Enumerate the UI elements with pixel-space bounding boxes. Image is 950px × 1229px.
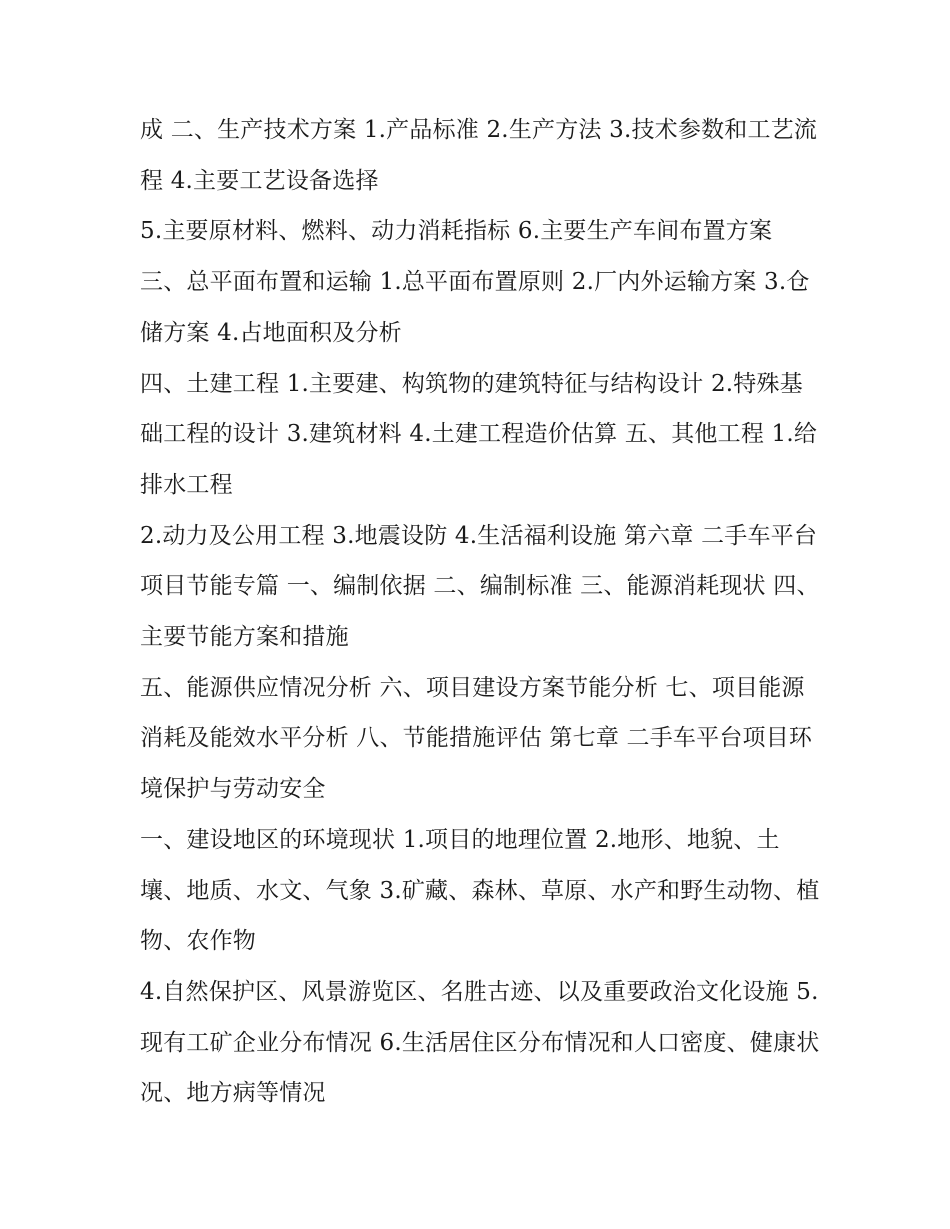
- paragraph-5: 五、能源供应情况分析 六、项目建设方案节能分析 七、项目能源消耗及能效水平分析 八、节能措施评估 第七章 二手车平台项目环境保护与劳动安全: [140, 674, 813, 803]
- document-body: [140, 105, 820, 1119]
- paragraph-6: 一、建设地区的环境现状 1.项目的地理位置 2.地形、地貌、土壤、地质、水文、气象 3.矿藏、森林、草原、水产和野生动物、植物、农作物: [140, 826, 820, 955]
- paragraph-1: 成 二、生产技术方案 1.产品标准 2.生产方法 3.技术参数和工艺流程 4.主要工艺设备选择: [140, 117, 818, 194]
- paragraph-2: 5.主要原材料、燃料、动力消耗指标 6.主要生产车间布置方案 三、总平面布置和运输 1.总平面布置原则 2.厂内外运输方案 3.仓储方案 4.占地面积及分析: [140, 218, 810, 346]
- paragraph-7: 4.自然保护区、风景游览区、名胜古迹、以及重要政治文化设施 5.现有工矿企业分布情况 6.生活居住区分布情况和人口密度、健康状况、地方病等情况: [140, 978, 820, 1107]
- paragraph-3: 四、土建工程 1.主要建、构筑物的建筑特征与结构设计 2.特殊基础工程的设计 3.建筑材料 4.土建工程造价估算 五、其他工程 1.给排水工程: [140, 370, 818, 498]
- paragraph-4: 2.动力及公用工程 3.地震设防 4.生活福利设施 第六章 二手车平台项目节能专篇 一、编制依据 二、编制标准 三、能源消耗现状 四、主要节能方案和措施: [140, 522, 820, 651]
